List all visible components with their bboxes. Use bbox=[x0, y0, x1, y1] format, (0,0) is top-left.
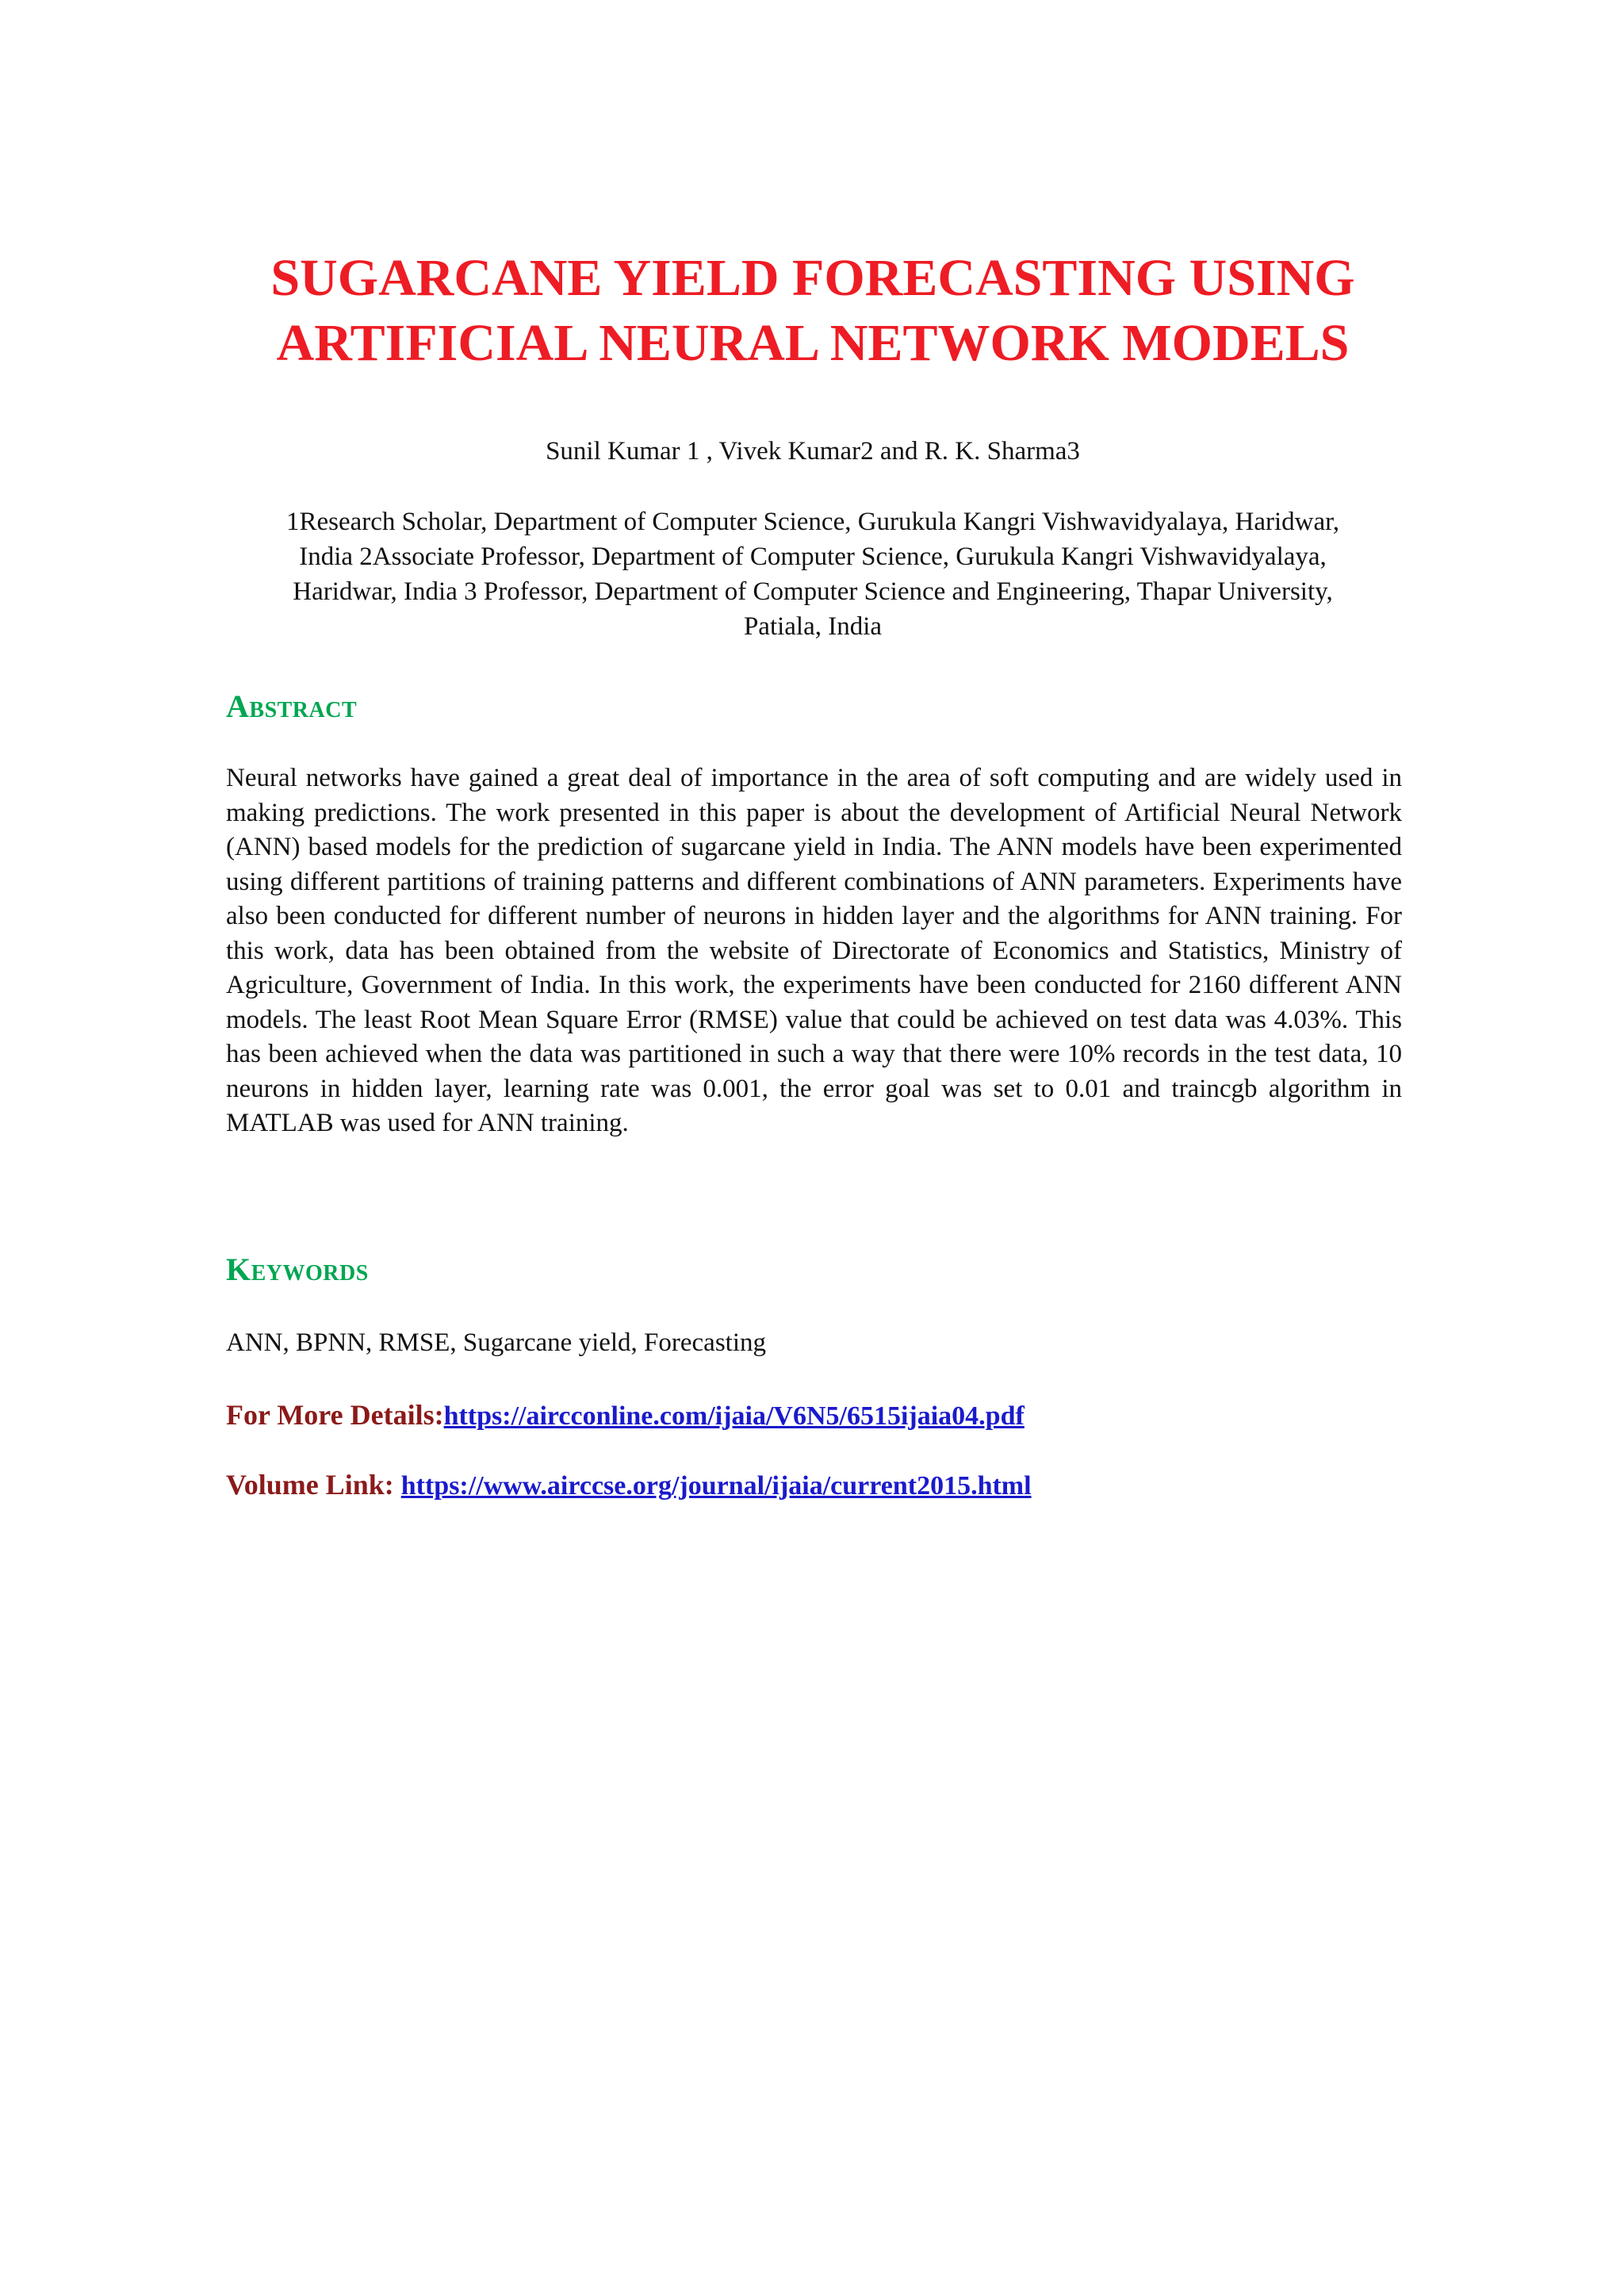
more-details-label: For More Details: bbox=[226, 1399, 444, 1431]
volume-link-label: Volume Link: bbox=[226, 1469, 401, 1501]
more-details-line bbox=[226, 1397, 1025, 1434]
title-line-1: SUGARCANE YIELD FORECASTING USING bbox=[270, 249, 1355, 307]
abstract-heading: Abstract bbox=[226, 688, 358, 724]
abstract-body: Neural networks have gained a great deal of importance in the area of soft computing and are widely used in making predictions. The work presented in this paper is about the development of Artificial Neural Network (ANN) based models for the prediction of sugarcane yield in India. The ANN models have been experimented using different partitions of training patterns and different combinations of ANN parameters. Experiments have also been conducted for different number of neurons in hidden layer and the algorithms for ANN training. For this work, data has been obtained from the website of Directorate of Economics and Statistics, Ministry of Agriculture, Government of India. In this work, the experiments have been conducted for 2160 different ANN models. The least Root Mean Square Error (RMSE) value that could be achieved on test data was 4.03%. This has been achieved when the data was partitioned in such a way that there were 10% records in the test data, 10 neurons in hidden layer, learning rate was 0.001, the error goal was set to 0.01 and traincgb algorithm in MATLAB was used for ANN training. bbox=[226, 764, 1402, 1137]
keywords-heading: Keywords bbox=[226, 1251, 369, 1287]
volume-link[interactable]: https://www.airccse.org/journal/ijaia/current2015.html bbox=[400, 1471, 1032, 1501]
title-line-2: ARTIFICIAL NEURAL NETWORK MODELS bbox=[276, 314, 1350, 372]
paper-title bbox=[143, 246, 1483, 376]
author-affiliations: 1Research Scholar, Department of Computer Science, Gurukula Kangri Vishwavidyalaya, Haridwar, India 2Associate Professor, Department of Computer Science, Gurukula Kangri Vishwavidyalaya, Haridwar, India 3 Professor, Department of Computer Science and Engineering, Thapar University, Patiala, India bbox=[285, 508, 1340, 641]
author-list: Sunil Kumar 1 , Vivek Kumar2 and R. K. Sharma3 bbox=[546, 437, 1080, 466]
more-details-link[interactable]: https://aircconline.com/ijaia/V6N5/6515ijaia04.pdf bbox=[443, 1401, 1025, 1431]
keywords-list: ANN, BPNN, RMSE, Sugarcane yield, Forecasting bbox=[226, 1328, 767, 1357]
volume-link-line bbox=[226, 1467, 1032, 1504]
